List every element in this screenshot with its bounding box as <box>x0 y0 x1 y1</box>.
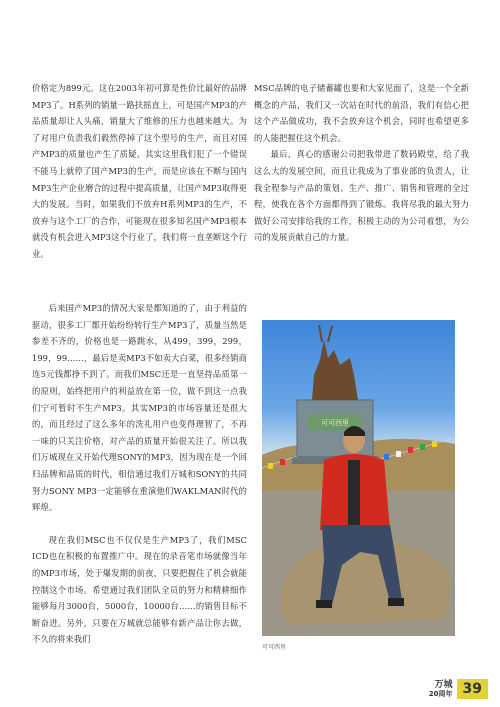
paragraph: MSC品牌的电子储蓄罐也要和大家见面了，这是一个全新概念的产品，我们又一次站在时代的前沿，我们有信心把这个产品做成功，我不会放弃这个机会，同时也希望更多的人能把握住这个机会。 <box>254 83 469 143</box>
paragraph: 后来国产MP3的情况大家是都知道的了，由于利益的驱动，很多工厂都开始纷纷转行生产MP3了，质量当然是参差不齐的，价格也是一路跳水，从499，399，299，199，99……，最后是卖MP3不如卖大白菜，很多经销商连5元钱都挣不到了。而我们MSC还是一直坚持品质第一的原则，始终把用户的利益放在第一位，做不到这一点我们宁可暂时不生产MP3。其实MP3的市场容量还是很大的，而且经过了这么多年的洗礼用户也变得理智了，不再一味的只关注价格，对产品的质量开始很关注了。所以我们万城现在又开始代理SONY的MP3，因为现在是一个回归品牌和品质的时代，相信通过我们万城和SONY的共同努力SONY MP3一定能够在重演他们WAKLMAN时代的辉煌。 <box>32 303 247 513</box>
antelope-horns <box>319 325 332 342</box>
article-column-left-bottom <box>32 300 247 648</box>
photo-illustration <box>262 320 455 636</box>
author-photo <box>262 320 455 636</box>
article-column-left-top <box>32 80 247 263</box>
paragraph: 现在我们MSC也不仅仅是生产MP3了，我们MSC ICD也在积极的布置推广中。现在的录音笔市场就像当年的MP3市场，处于爆发期的前夜，只要把握住了机会就能控制这个市场。希望通过我们团队全员的努力和精耕细作能够每月3000台，5000台，10000台……的销售目标不断奋进。另外，只要在万城就总能够有新产品让你去做，不久的将来我们 <box>32 534 247 645</box>
brand-line-2: 20周年 <box>428 690 453 698</box>
page-footer <box>429 679 488 699</box>
page-number: 39 <box>457 679 488 699</box>
antelope-statue <box>312 340 358 400</box>
article-column-right-top <box>254 80 469 246</box>
photo-caption: 可可西里 <box>262 644 287 651</box>
footer-brand <box>429 681 453 699</box>
paragraph: 最后，真心的感谢公司把我带进了数码殿堂，给了我这么大的发展空间，而且让我成为了事业部的负责人，让我全程参与产品的策划、生产、推广、销售和管理的全过程，使我在各个方面都得到了锻炼。我将尽我的最大努力做好公司安排给我的工作，积极主动的为公司着想，为公司的发展贡献自己的力量。 <box>254 149 469 243</box>
brand-line-1: 万城 <box>434 680 453 690</box>
paragraph: 价格定为899元。这在2003年初可算是性价比最好的品牌MP3了。H系列的销量一路扶摇直上，可是国产MP3的产品质量却让人头痛，销量大了维修的压力也越来越大。为了对用户负责我们毅然停掉了这个型号的生产，而且对国产MP3的质量也产生了质疑。其实这里我们犯了一个错误不能马上就停了国产MP3的生产，而是应该在不断与国内MP3生产企业磨合的过程中提高质量，让国产MP3取得更大的发展。当时，如果我们不放弃H系列MP3的生产，不放弃与这个工厂的合作，可能现在很多知名国产MP3根本就没有机会进入MP3这个行业了，我们将一直垄断这个行业。 <box>32 83 247 259</box>
monument-text: 可可西里 <box>321 419 349 427</box>
